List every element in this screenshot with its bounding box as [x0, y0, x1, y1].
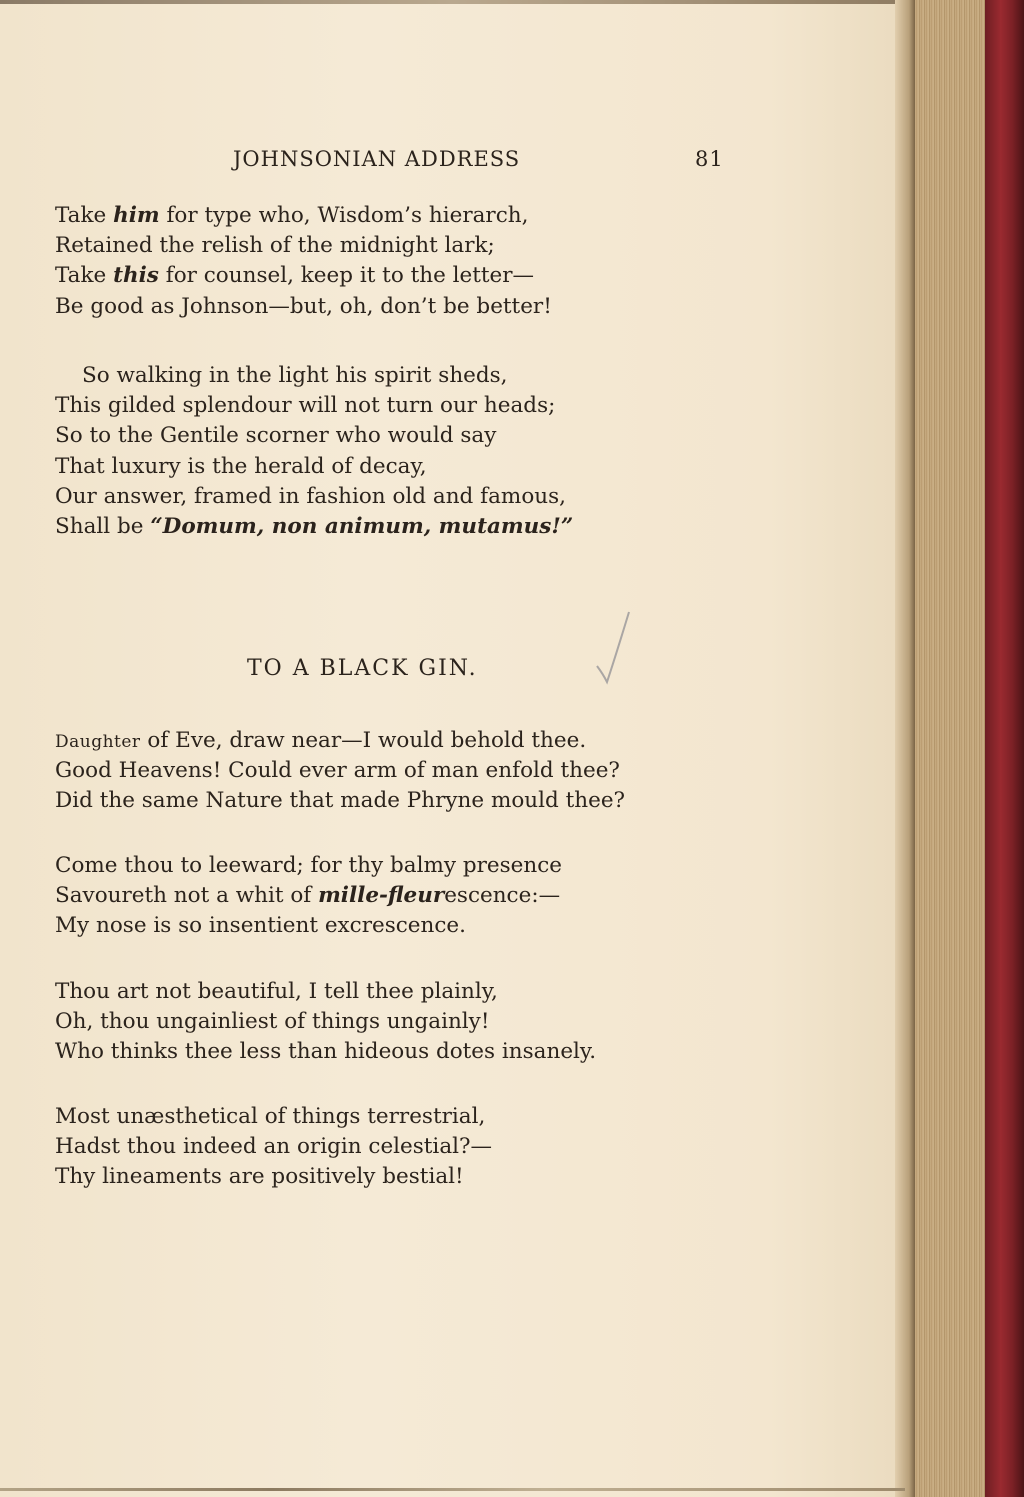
verse-line: Daughter of Eve, draw near—I would behold thee.: [55, 728, 587, 753]
verse-line: Oh, thou ungainliest of things ungainly!: [55, 1009, 490, 1035]
verse-line: Savoureth not a whit of mille-fleurescence:—: [55, 883, 561, 909]
verse-line: Thy lineaments are positively bestial!: [55, 1164, 464, 1190]
verse-line: Be good as Johnson—but, oh, don’t be better!: [55, 293, 552, 319]
top-edge: [0, 0, 905, 4]
verse-line: Take him for type who, Wisdom’s hierarch,: [55, 203, 529, 228]
verse-line: Who thinks thee less than hideous dotes insanely.: [55, 1039, 597, 1065]
verse-line: Did the same Nature that made Phryne mould thee?: [55, 788, 626, 814]
verse-line: Most unæsthetical of things terrestrial,: [55, 1104, 486, 1129]
pencil-check-mark: [595, 608, 635, 688]
running-title: JOHNSONIAN ADDRESS: [233, 147, 521, 171]
verse-line: Retained the relish of the midnight lark;: [55, 233, 495, 259]
verse-line: Good Heavens! Could ever arm of man enfold thee?: [55, 758, 620, 784]
page-gutter: [895, 0, 915, 1497]
stanza-6: [55, 1102, 492, 1193]
verse-line: Our answer, framed in fashion old and famous,: [55, 483, 566, 509]
stanza-3: [55, 726, 625, 817]
page-edges: [915, 0, 985, 1497]
bottom-edge: [0, 1488, 905, 1491]
small-caps-opening: Daughter: [55, 732, 141, 752]
verse-line: My nose is so insentient excrescence.: [55, 913, 466, 939]
page-number: 81: [695, 147, 724, 171]
poem-title: TO A BLACK GIN.: [247, 656, 478, 681]
verse-line: Take this for counsel, keep it to the letter—: [55, 263, 535, 289]
verse-line: Thou art not beautiful, I tell thee plainly,: [55, 979, 498, 1004]
verse-line: So walking in the light his spirit sheds,: [82, 363, 508, 388]
verse-line: Hadst thou indeed an origin celestial?—: [55, 1134, 493, 1160]
verse-line: Shall be “Domum, non animum, mutamus!”: [55, 513, 574, 539]
running-header: [0, 147, 905, 177]
stanza-4: [55, 851, 562, 942]
book-cover: [985, 0, 1024, 1497]
verse-line: This gilded splendour will not turn our heads;: [55, 393, 556, 419]
stanza-5: [55, 977, 596, 1068]
stanza-2: [55, 361, 573, 542]
verse-line: That luxury is the herald of decay,: [55, 453, 427, 479]
stanza-1: [55, 201, 552, 322]
verse-line: So to the Gentile scorner who would say: [55, 423, 497, 449]
verse-line: Come thou to leeward; for thy balmy presence: [55, 853, 562, 878]
